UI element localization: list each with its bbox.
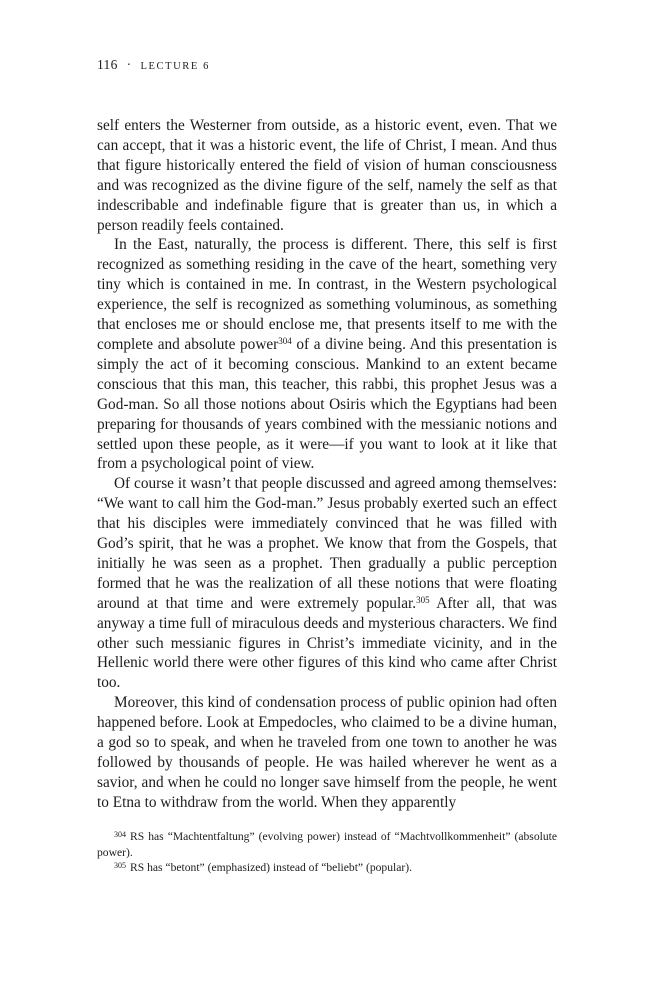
footnote-ref-305[interactable]: 305	[416, 594, 430, 605]
footnote-ref-304[interactable]: 304	[278, 335, 292, 346]
header-separator: ·	[126, 57, 132, 72]
paragraph-2-text-a: In the East, naturally, the process is different. There, this self is first recognized as something residing in the cave of the heart, something very tiny which is contained in me. In contrast, in the Western psychological experience, the self is recognized as something voluminous, as something that encloses me or should enclose me, that presents itself to me with the complete and absolute power	[97, 236, 557, 353]
footnote-text: RS has “betont” (emphasized) instead of “beliebt” (popular).	[130, 861, 413, 874]
paragraph-2	[97, 235, 557, 474]
footnote-number: 305	[114, 861, 126, 870]
paragraph-3-text-a: Of course it wasn’t that people discussed and agreed among themselves: “We want to call him the God-man.” Jesus probably exerted such an effect that his disciples were immediately convinced that he was filled with God’s spirit, that he was a prophet. We know that from the Gospels, that initially he was seen as a prophet. Then gradually a public perception formed that he was the realization of all these notions that were floating around at that time and were extremely popular.	[97, 475, 557, 612]
paragraph-1: self enters the Westerner from outside, as a historic event, even. That we can accept, that it was a historic event, the life of Christ, I mean. And thus that figure historically entered the field of vision of human consciousness and was recognized as the divine figure of the self, namely the self as that indescribable and indefinable figure that is greater than us, in which a person readily feels contained.	[97, 117, 557, 234]
footnote-304	[97, 829, 557, 860]
paragraph-3-text-b: After all, that was anyway a time full of miraculous deeds and mysterious characters. We find other such messianic figures in Christ’s immediate vicinity, and in the Hellenic world there were other figures of this kind who came after Christ too.	[97, 594, 557, 692]
body-text	[97, 116, 557, 813]
running-header	[97, 57, 210, 73]
paragraph-2-text-b: of a divine being. And this presentation is simply the act of it becoming conscious. Mankind to an extent became conscious that this man, this teacher, this rabbi, this prophet Jesus was a God-man. So all those notions about Osiris which the Egyptians had been preparing for thousands of years combined with the messianic notions and settled upon these people, as it were—if you want to look at it like that from a psychological point of view.	[97, 335, 557, 473]
paragraph-3	[97, 474, 557, 693]
footnotes	[97, 829, 557, 876]
paragraph-4: Moreover, this kind of condensation process of public opinion had often happened before. Look at Empedocles, who claimed to be a divine human, a god so to speak, and when he traveled from one town to another he was followed by thousands of people. He was hailed wherever he went as a savior, and when he could no longer save himself from the people, he went to Etna to withdraw from the world. When they apparently	[97, 694, 557, 811]
footnote-number: 304	[114, 830, 126, 839]
section-title: LECTURE 6	[140, 61, 210, 72]
footnote-text: RS has “Machtentfaltung” (evolving power) instead of “Machtvollkommenheit” (absolute power).	[97, 830, 557, 859]
page-number: 116	[97, 57, 118, 72]
footnote-305	[97, 860, 557, 876]
